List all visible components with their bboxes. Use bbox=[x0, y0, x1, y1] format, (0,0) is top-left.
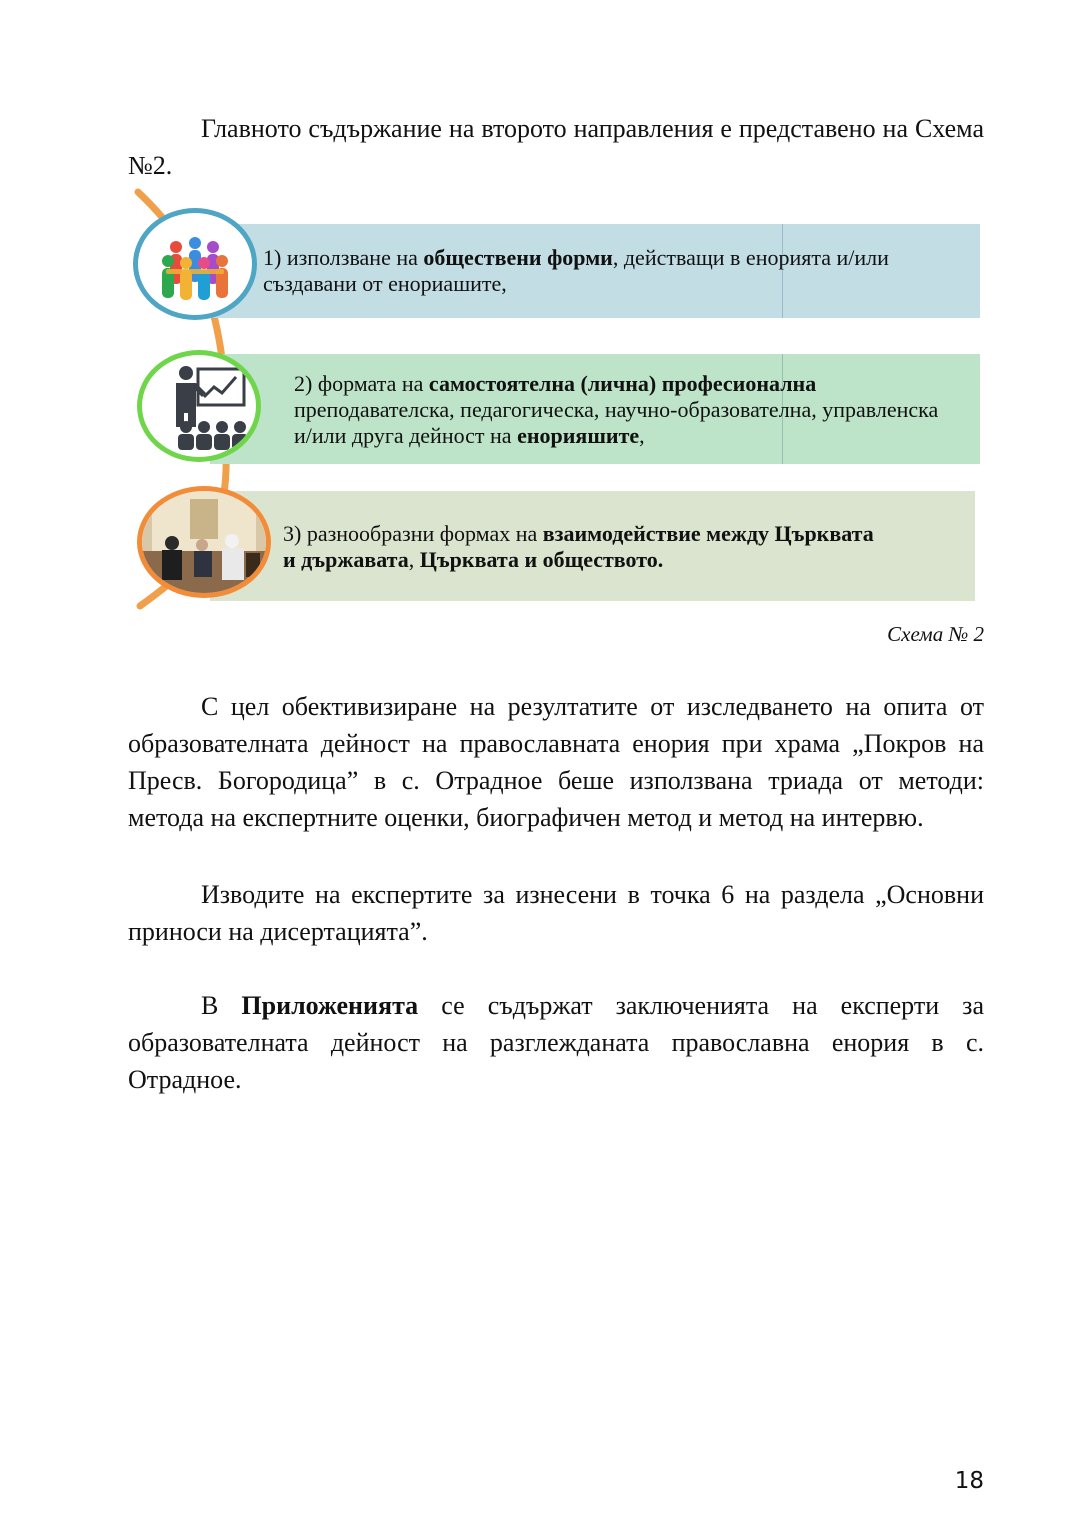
p3-text: В bbox=[201, 991, 242, 1020]
item-bold: взаимодействие между Църквата и държавата bbox=[283, 521, 874, 572]
scheme-2 bbox=[0, 0, 1080, 660]
item-number: 1) bbox=[263, 245, 282, 270]
item-text: , bbox=[639, 423, 645, 448]
scheme-item-3-text bbox=[283, 521, 883, 573]
item-bold: енорияшите bbox=[517, 423, 640, 448]
item-text: , bbox=[408, 547, 420, 572]
body-paragraph-1: С цел обективизиране на резултатите от изследването на опита от образователната дейност на православната енория при храма „Покров на Пресв. Богородица” в с. Отрадное беше използвана триада от методи: метода на експертните оценки, биографичен метод и метод на интервю. bbox=[128, 692, 984, 832]
page-number: 18 bbox=[954, 1468, 984, 1494]
item-bold: самостоятелна (лична) професионална bbox=[428, 371, 817, 396]
presentation-icon bbox=[137, 350, 261, 462]
meeting-photo-icon bbox=[137, 486, 271, 598]
item-text: разнообразни формах на bbox=[301, 521, 543, 546]
item-text: формата на bbox=[312, 371, 429, 396]
body-paragraph-3 bbox=[128, 987, 984, 1098]
item-text: , действащи в енорията и/или създавани от енориашите, bbox=[263, 245, 889, 296]
scheme-caption: Схема № 2 bbox=[887, 622, 984, 646]
item-number: 3) bbox=[283, 521, 302, 546]
p3-text: се съдържат заключенията на експерти за образователната дейност на разглежданата православна енория в с. Отрадное. bbox=[128, 991, 984, 1094]
item-text: използване на bbox=[281, 245, 424, 270]
scheme-item-2-text bbox=[294, 371, 954, 449]
item-bold: Църквата и обществото. bbox=[419, 547, 664, 572]
item-text: преподавателска, педагогическа, научно-образователна, управленска и/или друга дейност на bbox=[294, 397, 939, 448]
scheme-item-1-text bbox=[263, 245, 963, 297]
people-group-icon bbox=[133, 208, 257, 320]
intro-text: Главното съдържание на второто направления е представено на Схема №2. bbox=[128, 114, 984, 180]
item-number: 2) bbox=[294, 371, 313, 396]
body-paragraph-2: Изводите на експертите за изнесени в точка 6 на раздела „Основни приноси на дисертацията”. bbox=[128, 880, 984, 946]
item-bold: обществени форми bbox=[423, 245, 613, 270]
p3-bold: Приложенията bbox=[241, 991, 419, 1020]
